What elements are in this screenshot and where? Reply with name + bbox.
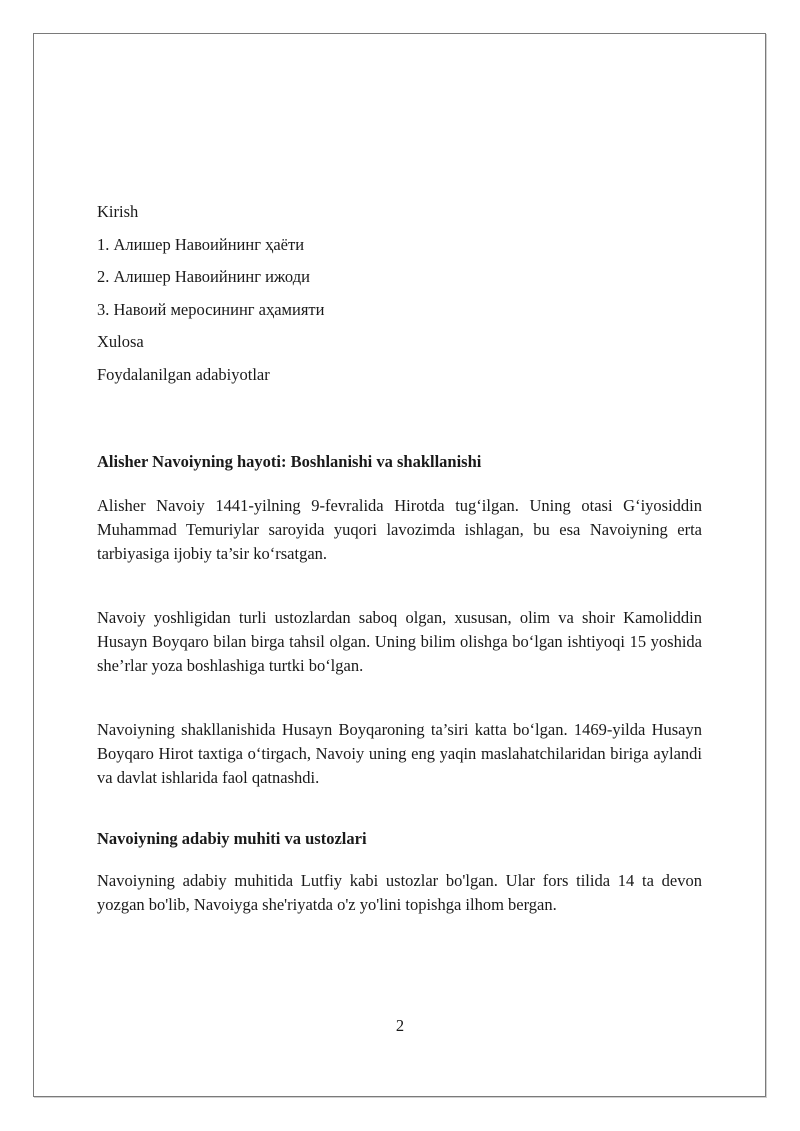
toc-item-conclusion: Xulosa <box>97 332 144 351</box>
paragraph-teachers: Navoiyning adabiy muhitida Lutfiy kabi ustozlar bo'lgan. Ular fors tilida 14 ta devon yozgan bo'lib, Navoiyga she'riyatda o'z yo'lini topishga ilhom bergan. <box>97 870 702 914</box>
page-number: 2 <box>395 1016 405 1035</box>
section-heading-literary-environment: Navoiyning adabiy muhiti va ustozlari <box>97 828 367 848</box>
paragraph-birth: Alisher Navoiy 1441-yilning 9-fevralida Hirotda tug‘ilgan. Uning otasi G‘iyosiddin Muhammad Temuriylar saroyida yuqori lavozimda ishlagan, bu esa Navoiyning erta tarbiyasiga ijobiy ta’sir ko‘rsatgan. <box>97 495 702 563</box>
table-of-contents <box>97 200 702 387</box>
toc-item-chapter-2: 2. Алишер Навоийнинг ижоди <box>97 267 310 286</box>
section-heading-life: Alisher Navoiyning hayoti: Boshlanishi va shakllanishi <box>97 451 482 471</box>
toc-item-references: Foydalanilgan adabiyotlar <box>97 364 270 384</box>
paragraph-education: Navoiy yoshligidan turli ustozlardan saboq olgan, xususan, olim va shoir Kamoliddin Husayn Boyqaro bilan birga tahsil olgan. Uning bilim olishga bo‘lgan ishtiyoqi 15 yoshida she’rlar yoza boshlashiga turtki bo‘lgan. <box>97 607 702 675</box>
toc-item-introduction: Kirish <box>97 202 139 221</box>
paragraph-husayn-boyqaro: Navoiyning shakllanishida Husayn Boyqaroning ta’siri katta bo‘lgan. 1469-yilda Husayn Boyqaro Hirot taxtiga o‘tirgach, Navoiy uning eng yaqin maslahatchilaridan biriga aylandi va davlat ishlarida faol qatnashdi. <box>97 719 702 787</box>
toc-item-chapter-1: 1. Алишер Навоийнинг ҳаёти <box>97 234 305 254</box>
toc-item-chapter-3: 3. Навоий меросининг аҳамияти <box>97 299 325 319</box>
document-body <box>97 200 702 917</box>
